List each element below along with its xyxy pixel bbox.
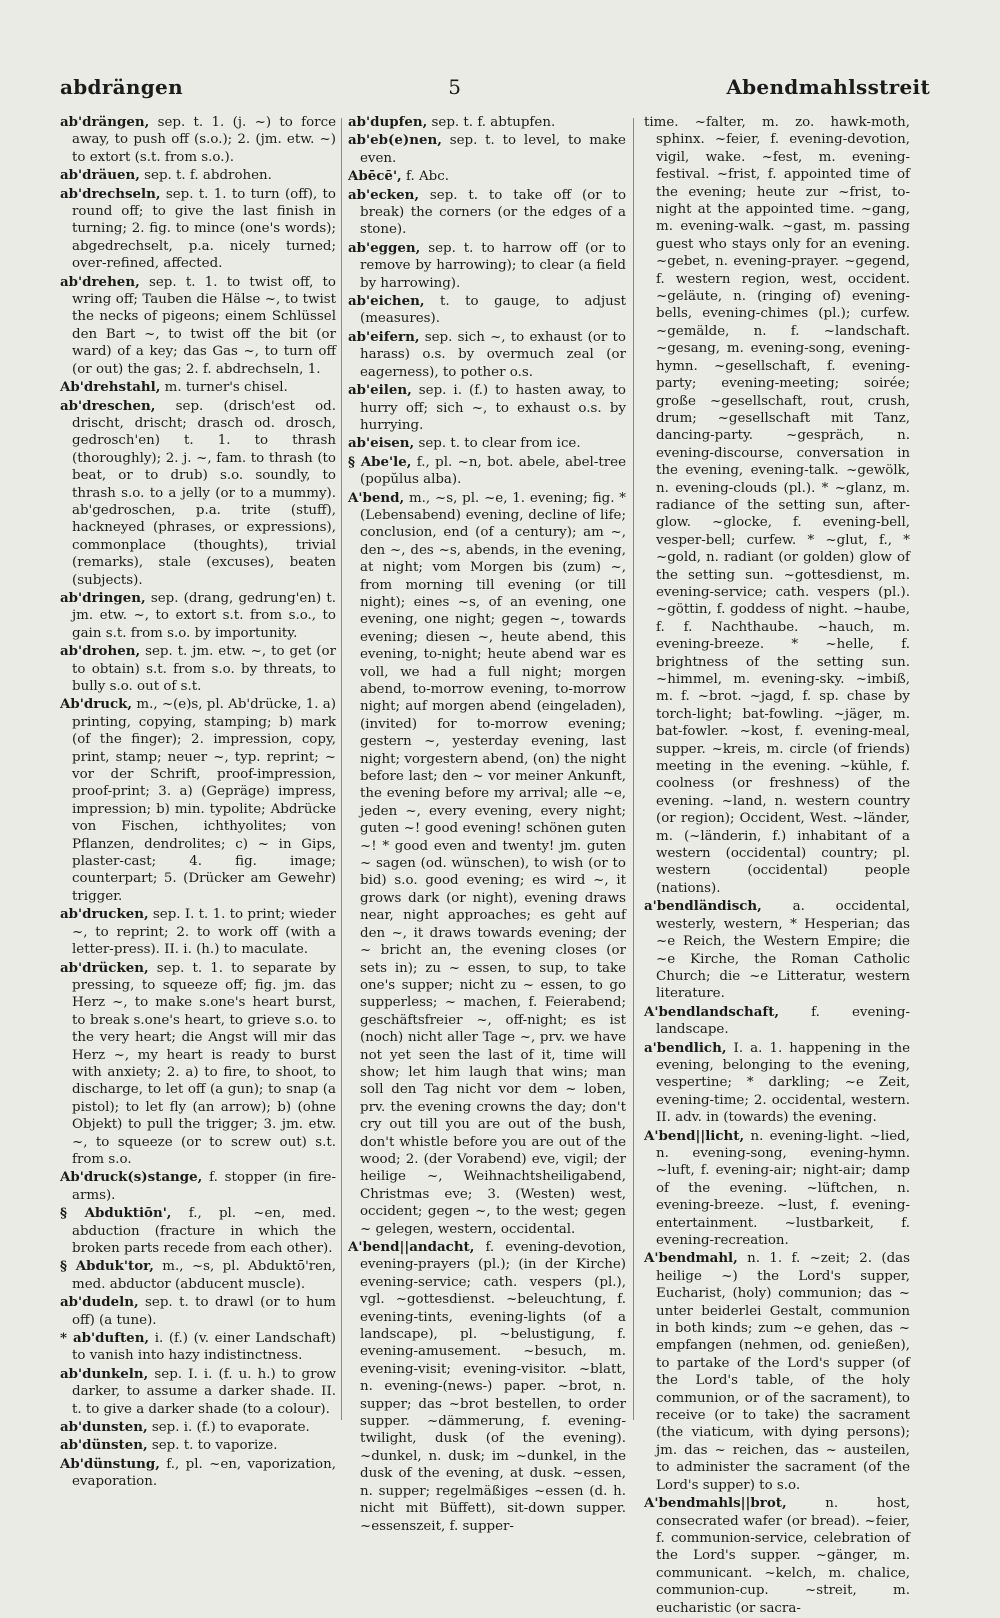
dictionary-entry xyxy=(644,1128,910,1250)
entry-headword: ab'drängen, xyxy=(60,114,150,130)
dictionary-entry xyxy=(60,186,336,273)
entry-definition: time. ~falter, m. zo. hawk-moth, sphinx. ~feier, f. evening-devotion, vigil, wake. ~fest, m. evening-festival. ~frist, f. appointed time of the evening; heute zur ~frist, to-night at the appointed time. ~gang, m. evening-walk. ~gast, m. passing guest who stays only for an evening. ~gebet, n. evening-prayer. ~gegend, f. western region, west, occident. ~geläute, n. (ringing of) evening-bells, evening-chimes (pl.); curfew. ~gemälde, n. f. ~landschaft. ~gesang, m. evening-song, evening-hymn. ~gesellschaft, f. evening-party; evening-meeting; soirée; große ~gesellschaft, rout, crush, drum; ~gesellschaft mit Tanz, dancing-party. ~gespräch, n. evening-discourse, conversation in the evening, evening-talk. ~gewölk, n. evening-clouds (pl.). * ~glanz, m. radiance of the setting sun, after-glow. ~glocke, f. evening-bell, vesper-bell; curfew. * ~glut, f., * ~gold, n. radiant (or golden) glow of the setting sun. ~gottesdienst, m. evening-service; cath. vespers (pl.). ~göttin, f. goddess of night. ~haube, f. f. Nachthaube. ~hauch, m. evening-breeze. * ~helle, f. brightness of the setting sun. ~himmel, m. evening-sky. ~imbiß, m. f. ~brot. ~jagd, f. sp. chase by torch-light; bat-fowling. ~jäger, m. bat-fowler. ~kost, f. evening-meal, supper. ~kreis, m. circle (of friends) meeting in the evening. ~kühle, f. coolness (or freshness) of the evening. ~land, n. western country (or region); Occident, West. ~länder, m. (~länderin, f.) inhabitant of a western (occidental) country; pl. western (occidental) people (nations). xyxy=(644,115,910,896)
dictionary-entry xyxy=(60,1330,336,1365)
entry-definition: sep. t. to clear from ice. xyxy=(414,436,581,452)
entry-definition: sep. t. 1. (j. ~) to force away, to push off (s.o.); 2. (jm. etw. ~) to extort (s.t. from s.o.). xyxy=(72,115,336,165)
entry-headword: A'bendmahls||brot, xyxy=(644,1495,787,1512)
entry-definition: sep. t. to level, to make even. xyxy=(360,133,626,166)
entry-headword: ab'drechseln, xyxy=(60,185,161,202)
entry-headword: ab'dunsten, xyxy=(60,1419,148,1436)
entry-headword: ab'eilen, xyxy=(348,382,412,399)
entry-definition: m., ~(e)s, pl. Ab'drücke, 1. a) printing, copying, stamping; b) mark (of the finger); 2. impression, copy, print, stamp; neuer ~, typ. reprint; ~ vor der Schrift, proof-impression, proof-print; 3. a) (Gepräge) impress, impression; b) min. typolite; Abdrücke von Fischen, ichthyolites; von Pflanzen, dendrolites; c) ~ in Gips, plaster-cast; 4. fig. image; counterpart; 5. (Drücker am Gewehr) trigger. xyxy=(72,697,336,904)
entry-definition: sep. (drang, gedrung'en) t. jm. etw. ~, to extort s.t. from s.o., to gain s.t. from s.o. by importunity. xyxy=(72,590,336,641)
dictionary-entry xyxy=(644,1495,910,1617)
entry-headword: A'bend, xyxy=(348,489,405,506)
entry-definition: sep. i. (f.) to hasten away, to hurry off; sich ~, to exhaust o.s. by hurrying. xyxy=(360,383,626,433)
entry-headword: A'bend||licht, xyxy=(644,1127,745,1144)
entry-headword: ab'dreschen, xyxy=(60,397,156,414)
entry-headword: § Abduk'tor, xyxy=(60,1258,154,1275)
entry-definition: sep. t. to vaporize. xyxy=(147,1438,278,1454)
dictionary-entry xyxy=(60,167,336,184)
dictionary-entry xyxy=(348,168,626,185)
entry-headword: ab'drehen, xyxy=(60,273,140,290)
column-divider xyxy=(341,118,342,1420)
dictionary-entry xyxy=(644,1040,910,1127)
entry-definition: n. evening-light. ~lied, n. evening-song, evening-hymn. ~luft, f. evening-air; night-air; damp of the evening. ~lüftchen, n. evening-breeze. ~lust, f. evening-entertainment. ~lustbarkeit, f. evening-recreation. xyxy=(656,1128,910,1248)
dictionary-column-3 xyxy=(644,114,910,1618)
dictionary-entry xyxy=(60,1294,336,1329)
entry-headword: ab'drücken, xyxy=(60,959,149,976)
entry-definition: t. to gauge, to adjust (measures). xyxy=(360,294,626,327)
dictionary-entry xyxy=(348,329,626,381)
entry-headword: A'bend||andacht, xyxy=(348,1239,475,1255)
column-divider xyxy=(633,118,634,1420)
entry-definition: f., pl. ~en, med. abduction (fracture in which the broken parts recede from each other). xyxy=(72,1206,337,1256)
dictionary-entry xyxy=(60,643,336,695)
entry-headword: ab'dudeln, xyxy=(60,1294,139,1311)
entry-definition: sep. t. f. abtupfen. xyxy=(427,115,556,130)
entry-definition: f. evening-landscape. xyxy=(656,1004,910,1038)
entry-headword: A'bendlandschaft, xyxy=(644,1003,780,1020)
entry-definition: f. stopper (in fire-arms). xyxy=(72,1170,336,1203)
dictionary-entry xyxy=(60,1437,336,1454)
entry-headword: * ab'duften, xyxy=(60,1330,150,1347)
entry-headword: ab'eifern, xyxy=(348,328,420,345)
dictionary-entry xyxy=(60,1258,336,1293)
dictionary-entry xyxy=(348,293,626,328)
entry-headword: § Abe'le, xyxy=(348,453,412,470)
page-header xyxy=(60,70,930,104)
entry-headword: ab'dunkeln, xyxy=(60,1365,149,1382)
entry-definition: sep. t. f. abdrohen. xyxy=(139,168,272,184)
entry-definition: i. (f.) (v. einer Landschaft) to vanish into hazy indistinctness. xyxy=(72,1331,337,1364)
entry-definition: sep. I. t. 1. to print; wieder ~, to reprint; 2. to work off (with a letter-press). II. i. (h.) to maculate. xyxy=(72,907,336,958)
entry-definition: f., pl. ~en, vaporization, evaporation. xyxy=(72,1456,336,1490)
left-running-headword: abdrängen xyxy=(60,75,183,99)
dictionary-entry xyxy=(644,114,910,897)
dictionary-entry xyxy=(348,132,626,167)
dictionary-column-2 xyxy=(348,114,626,1536)
dictionary-entry xyxy=(348,490,626,1238)
entry-definition: m., ~s, pl. ~e, 1. evening; fig. * (Lebensabend) evening, decline of life; conclusion, end (of a century); am ~, den ~, des ~s, abends, in the evening, at night; vom Morgen bis (zum) ~, from morning till evening (or till night); eines ~s, of an evening, one evening, one night; gegen ~, towards evening; diesen ~, heute abend, this evening, to-night; heute abend war es voll, we had a full night; morgen abend, to-morrow evening, to-morrow night; auf morgen abend (eingeladen), (invited) for to-morrow evening; gestern ~, yesterday evening, last night; vorgestern abend, (on) the night before last; den ~ vor meiner Ankunft, the evening before my arrival; alle ~e, jeden ~, every evening, every night; guten ~! good evening! schönen guten ~! * good even and twenty! jm. guten ~ sagen (od. wünschen), to wish (or to bid) s.o. good evening; es wird ~, it grows dark (or night), evening draws near, night approaches; es geht auf den ~, it draws towards evening; der ~ bricht an, the evening closes (or sets in); zu ~ essen, to sup, to take one's supper; nicht zu ~ essen, to go supperless; ~ machen, f. Feierabend; geschäftsfreier ~, off-night; es ist (noch) nicht aller Tage ~, prv. we have not yet seen the last of it, time will show; let him laugh that wins; man soll den Tag nicht vor dem ~ loben, prv. the evening crowns the day; don't cry out till you are out of the bush, don't whistle before you are out of the wood; 2. (der Vorabend) eve, vigil; der heilige ~, Weihnachtsheiligabend, Christmas eve; 3. (Westen) west, occident; gegen ~, to the west; gegen ~ gelegen, western, occidental. xyxy=(360,490,626,1237)
entry-definition: sep. i. (f.) to evaporate. xyxy=(147,1420,310,1436)
dictionary-entry xyxy=(60,379,336,396)
dictionary-entry xyxy=(60,1205,336,1257)
entry-definition: f. Abc. xyxy=(401,169,449,185)
entry-headword: ab'dräuen, xyxy=(60,167,140,184)
dictionary-entry xyxy=(348,1239,626,1535)
entry-definition: sep. t. to take off (or to break) the corners (or the edges of a stone). xyxy=(360,187,626,238)
dictionary-entry xyxy=(60,590,336,642)
entry-headword: Ab'dünstung, xyxy=(60,1455,160,1472)
dictionary-entry xyxy=(644,1004,910,1039)
dictionary-entry xyxy=(348,187,626,239)
entry-headword: ab'dringen, xyxy=(60,589,146,606)
dictionary-entry xyxy=(644,898,910,1002)
dictionary-entry xyxy=(60,906,336,958)
dictionary-entry xyxy=(60,1169,336,1204)
entry-headword: Abēcē', xyxy=(348,168,402,185)
entry-definition: n. 1. f. ~zeit; 2. (das heilige ~) the Lord's supper, Eucharist, (holy) communion; das ~ unter beiderlei Gestalt, communion in both kinds; zum ~e gehen, das ~ empfangen (nehmen, od. genießen), to partake of the Lord's supper (of the Lord's table, of the holy communion, or of the sacrament), to receive (or to take) the sacrament (the viaticum, with dying persons); jm. das ~ reichen, das ~ austeilen, to administer the sacrament (of the Lord's supper) to s.o. xyxy=(656,1251,910,1493)
entry-definition: sep. t. 1. to turn (off), to round off; to give the last finish in turning; 2. fig. to mince (one's words); abgedrechselt, p.a. nicely turned; over-refined, affected. xyxy=(72,186,336,272)
page-number: 5 xyxy=(448,75,461,99)
entry-definition: f. evening-devotion, evening-prayers (pl.); (in der Kirche) evening-service; cath. vespers (pl.), vgl. ~gottesdienst. ~beleuchtung, f. evening-tints, evening-lights (of a landscape), pl. ~belustigung, f. evening-amusement. ~besuch, m. evening-visit; evening-visitor. ~blatt, n. evening-(news-) paper. ~brot, n. supper; das ~brot bestellen, to order supper. ~dämmerung, f. evening-twilight, dusk (of the evening). ~dunkel, n. dusk; im ~dunkel, in the dusk of the evening, at dusk. ~essen, n. supper; regelmäßiges ~essen (d. h. nicht mit Büffett), sit-down supper. ~essenszeit, f. supper- xyxy=(360,1240,626,1534)
dictionary-entry xyxy=(60,960,336,1169)
entry-definition: sep. t. jm. etw. ~, to get (or to obtain) s.t. from s.o. by threats, to bully s.o. out of s.t. xyxy=(72,644,336,694)
dictionary-entry xyxy=(348,240,626,292)
entry-headword: Ab'druck, xyxy=(60,696,133,713)
entry-definition: m., ~s, pl. Abduktō'ren, med. abductor (abducent muscle). xyxy=(72,1259,336,1292)
entry-headword: § Abduktiōn', xyxy=(60,1205,172,1222)
entry-headword: Ab'drehstahl, xyxy=(60,379,161,396)
entry-headword: A'bendmahl, xyxy=(644,1250,738,1267)
entry-definition: sep. t. to harrow off (or to remove by harrowing); to clear (a field by harrowing). xyxy=(360,240,626,291)
entry-headword: ab'eichen, xyxy=(348,293,425,310)
entry-headword: ab'drucken, xyxy=(60,906,149,923)
dictionary-entry xyxy=(60,398,336,589)
entry-definition: sep. (drisch'est od. drischt, drischt; drasch od. drosch, gedrosch'en) t. 1. to thrash (thoroughly); 2. j. ~, fam. to thrash (to beat, or to drub) s.o. soundly, to thrash s.o. to a jelly (or to a mummy). ab'gedroschen, p.a. trite (stuff), hackneyed (phrases, or expressions), commonplace (thoughts), trivial (remarks), stale (excuses), beaten (subjects). xyxy=(72,398,336,588)
dictionary-entry xyxy=(644,1250,910,1494)
entry-definition: f., pl. ~n, bot. abele, abel-tree (popŭlus alba). xyxy=(360,454,626,488)
dictionary-entry xyxy=(60,1419,336,1436)
entry-headword: a'bendländisch, xyxy=(644,898,762,915)
entry-headword: ab'eb(e)nen, xyxy=(348,132,442,149)
entry-definition: sep. t. 1. to separate by pressing, to squeeze off; fig. jm. das Herz ~, to make s.one's heart burst, to break s.one's heart, to grieve s.o. to the very heart; die Angst will mir das Herz ~, my heart is ready to burst with anxiety; 2. a) to fire, to shoot, to discharge, to let off (a gun); to snap (a pistol); to let fly (an arrow); b) (ohne Objekt) to pull the trigger; 3. jm. etw. ~, to squeeze (or to screw out) s.t. from s.o. xyxy=(72,960,336,1167)
entry-headword: ab'eggen, xyxy=(348,239,421,256)
entry-headword: ab'dupfen, xyxy=(348,114,428,130)
entry-definition: a. occidental, westerly, western, * Hesperian; das ~e Reich, the Western Empire; die ~e Kirche, the Roman Catholic Church; die ~e Litteratur, western literature. xyxy=(656,899,910,1002)
entry-definition: sep. I. i. (f. u. h.) to grow darker, to assume a darker shade. II. t. to give a darker shade (to a colour). xyxy=(72,1366,336,1417)
dictionary-entry xyxy=(60,696,336,905)
dictionary-entry xyxy=(60,274,336,378)
entry-headword: a'bendlich, xyxy=(644,1039,727,1056)
entry-headword: ab'dünsten, xyxy=(60,1437,148,1454)
entry-definition: I. a. 1. happening in the evening, belonging to the evening, vespertine; * darkling; ~e Zeit, evening-time; 2. occidental, western. II. adv. in (towards) the evening. xyxy=(656,1040,910,1126)
entry-headword: Ab'druck(s)stange, xyxy=(60,1169,203,1186)
dictionary-entry xyxy=(348,435,626,452)
entry-headword: ab'eisen, xyxy=(348,435,415,452)
entry-definition: sep. sich ~, to exhaust (or to harass) o.s. by overmuch zeal (or eagerness), to pother o.s. xyxy=(360,329,626,380)
dictionary-column-1 xyxy=(60,114,336,1492)
entry-headword: ab'ecken, xyxy=(348,186,420,203)
entry-definition: n. host, consecrated wafer (or bread). ~feier, f. communion-service, celebration of the Lord's supper. ~gänger, m. communicant. ~kelch, m. chalice, communion-cup. ~streit, m. eucharistic (or sacra- xyxy=(656,1496,910,1616)
dictionary-entry xyxy=(348,454,626,489)
dictionary-entry xyxy=(348,382,626,434)
dictionary-entry xyxy=(60,1366,336,1418)
right-running-headword: Abendmahlsstreit xyxy=(726,75,930,99)
entry-definition: sep. t. 1. to twist off, to wring off; Tauben die Hälse ~, to twist the necks of pigeons; einem Schlüssel den Bart ~, to twist off the bit (or ward) of a key; das Gas ~, to turn off (or out) the gas; 2. f. abdrechseln, 1. xyxy=(72,274,336,377)
entry-headword: ab'drohen, xyxy=(60,643,141,660)
dictionary-entry xyxy=(348,114,626,131)
entry-definition: sep. t. to drawl (or to hum off) (a tune). xyxy=(72,1295,336,1328)
dictionary-entry xyxy=(60,1456,336,1491)
entry-definition: m. turner's chisel. xyxy=(160,380,288,396)
dictionary-entry xyxy=(60,114,336,166)
